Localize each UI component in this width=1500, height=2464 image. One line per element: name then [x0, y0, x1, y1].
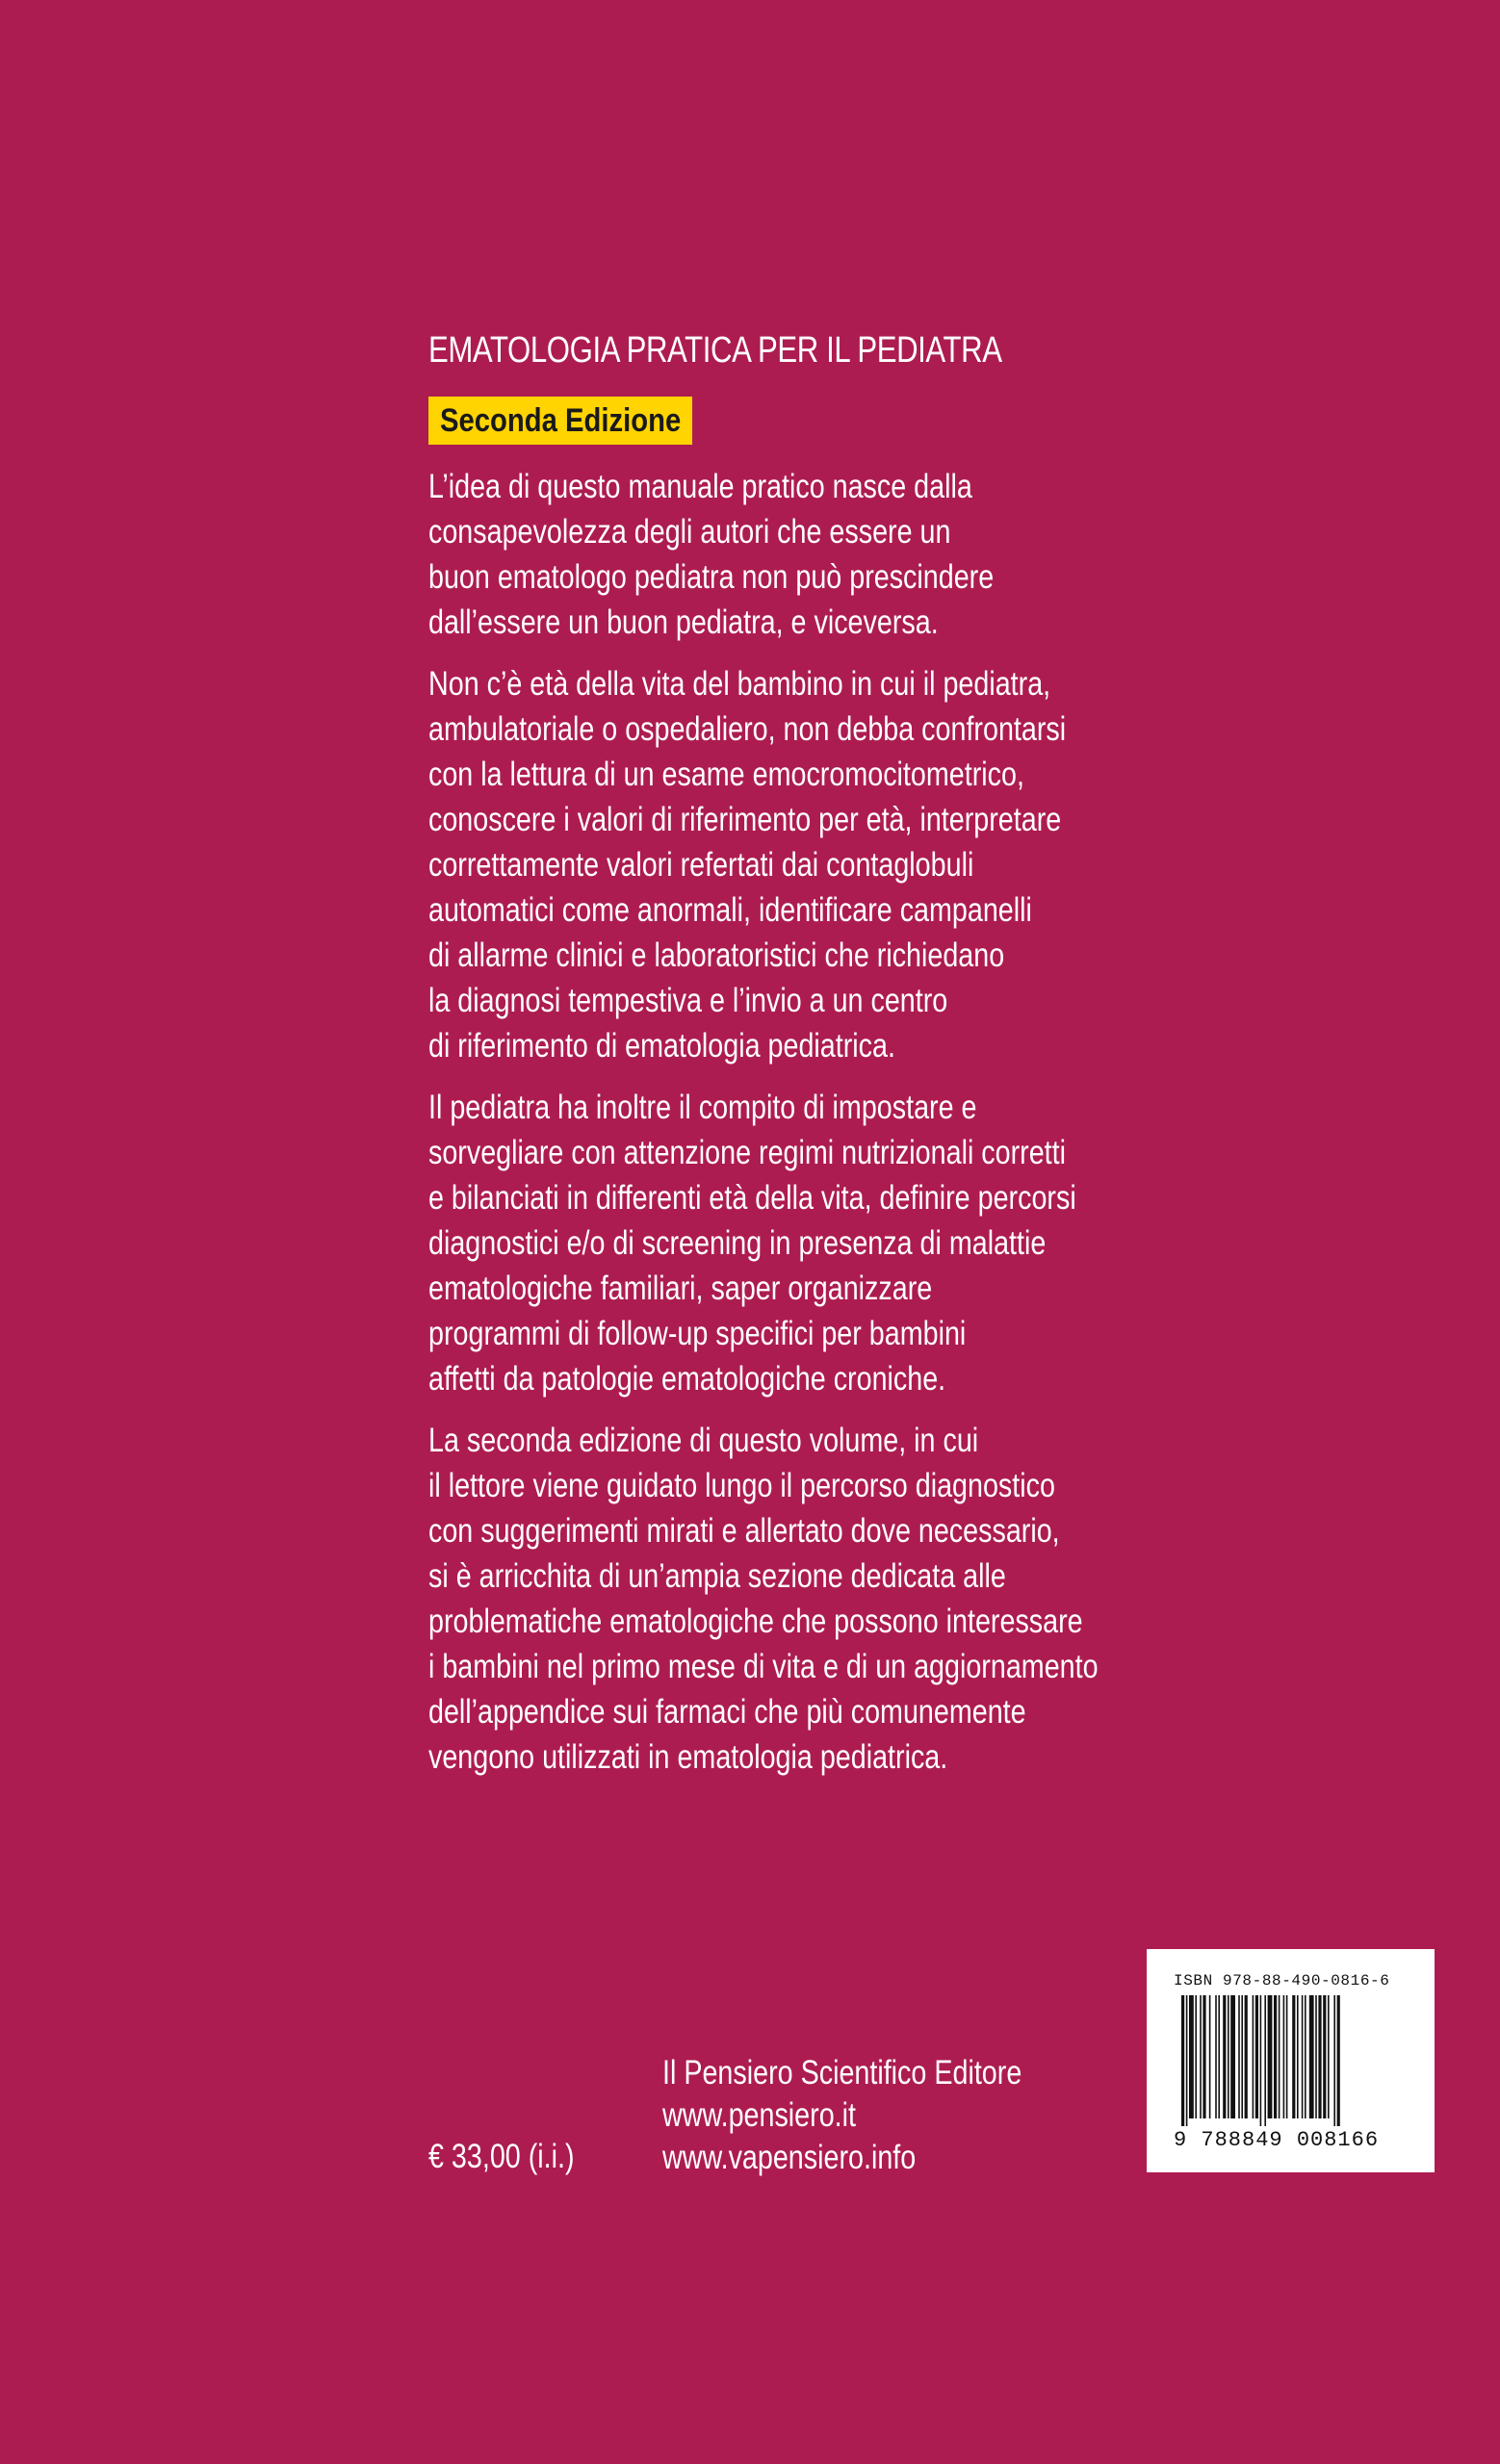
publisher-website-alt: www.vapensiero.info	[662, 2139, 917, 2176]
paragraph	[428, 1085, 1266, 1401]
text-line: di allarme clinici e laboratoristici che richiedano	[428, 937, 1005, 974]
text-line: problematiche ematologiche che possono interessare	[428, 1603, 1083, 1640]
text-line: buon ematologo pediatra non può prescindere	[428, 558, 995, 596]
text-line: di riferimento di ematologia pediatrica.	[428, 1027, 895, 1065]
paragraph	[428, 661, 1266, 1068]
text-line: la diagnosi tempestiva e l’invio a un centro	[428, 982, 948, 1019]
text-line: dall’essere un buon pediatra, e viceversa.	[428, 603, 939, 641]
barcode-panel	[1147, 1949, 1435, 2172]
publisher-website: www.pensiero.it	[662, 2096, 856, 2134]
publisher-name: Il Pensiero Scientifico Editore	[662, 2054, 1022, 2092]
text-line: Non c’è età della vita del bambino in cui il pediatra,	[428, 665, 1051, 703]
text-line: automatici come anormali, identificare campanelli	[428, 891, 1032, 929]
text-line: vengono utilizzati in ematologia pediatrica.	[428, 1738, 948, 1776]
text-line: i bambini nel primo mese di vita e di un aggiornamento	[428, 1648, 1099, 1685]
edition-badge	[428, 397, 692, 445]
back-cover-blurb	[428, 464, 1266, 1796]
book-title: EMATOLOGIA PRATICA PER IL PEDIATRA	[428, 330, 1002, 371]
text-line: ambulatoriale o ospedaliero, non debba confrontarsi	[428, 710, 1067, 748]
text-line: ematologiche familiari, saper organizzare	[428, 1270, 933, 1307]
text-line: sorvegliare con attenzione regimi nutrizionali corretti	[428, 1134, 1067, 1171]
price-label: € 33,00 (i.i.)	[428, 2138, 575, 2175]
text-line: correttamente valori refertati dai contaglobuli	[428, 846, 974, 884]
text-line: La seconda edizione di questo volume, in cui	[428, 1422, 979, 1459]
paragraph	[428, 1418, 1266, 1780]
publisher-block	[662, 2052, 1100, 2179]
barcode-icon	[1181, 1995, 1399, 2126]
text-line: Il pediatra ha inoltre il compito di impostare e	[428, 1089, 977, 1126]
text-line: con la lettura di un esame emocromocitometrico,	[428, 756, 1024, 793]
text-line: si è arricchita di un’ampia sezione dedicata alle	[428, 1557, 1006, 1595]
text-line: consapevolezza degli autori che essere un	[428, 513, 951, 551]
text-line: e bilanciati in differenti età della vita, definire percorsi	[428, 1179, 1076, 1217]
text-line: affetti da patologie ematologiche croniche.	[428, 1360, 946, 1398]
text-line: conoscere i valori di riferimento per età, interpretare	[428, 801, 1062, 838]
text-line: L’idea di questo manuale pratico nasce dalla	[428, 468, 972, 505]
text-line: diagnostici e/o di screening in presenza di malattie	[428, 1224, 1047, 1262]
text-line: programmi di follow-up specifici per bambini	[428, 1315, 967, 1352]
text-line: il lettore viene guidato lungo il percorso diagnostico	[428, 1467, 1055, 1504]
isbn-label: ISBN 978-88-490-0816-6	[1174, 1972, 1390, 1989]
edition-label: Seconda Edizione	[440, 402, 682, 439]
barcode-number: 9 788849 008166	[1174, 2128, 1380, 2152]
paragraph	[428, 464, 1266, 645]
text-line: con suggerimenti mirati e allertato dove necessario,	[428, 1512, 1060, 1550]
text-line: dell’appendice sui farmaci che più comunemente	[428, 1693, 1026, 1731]
